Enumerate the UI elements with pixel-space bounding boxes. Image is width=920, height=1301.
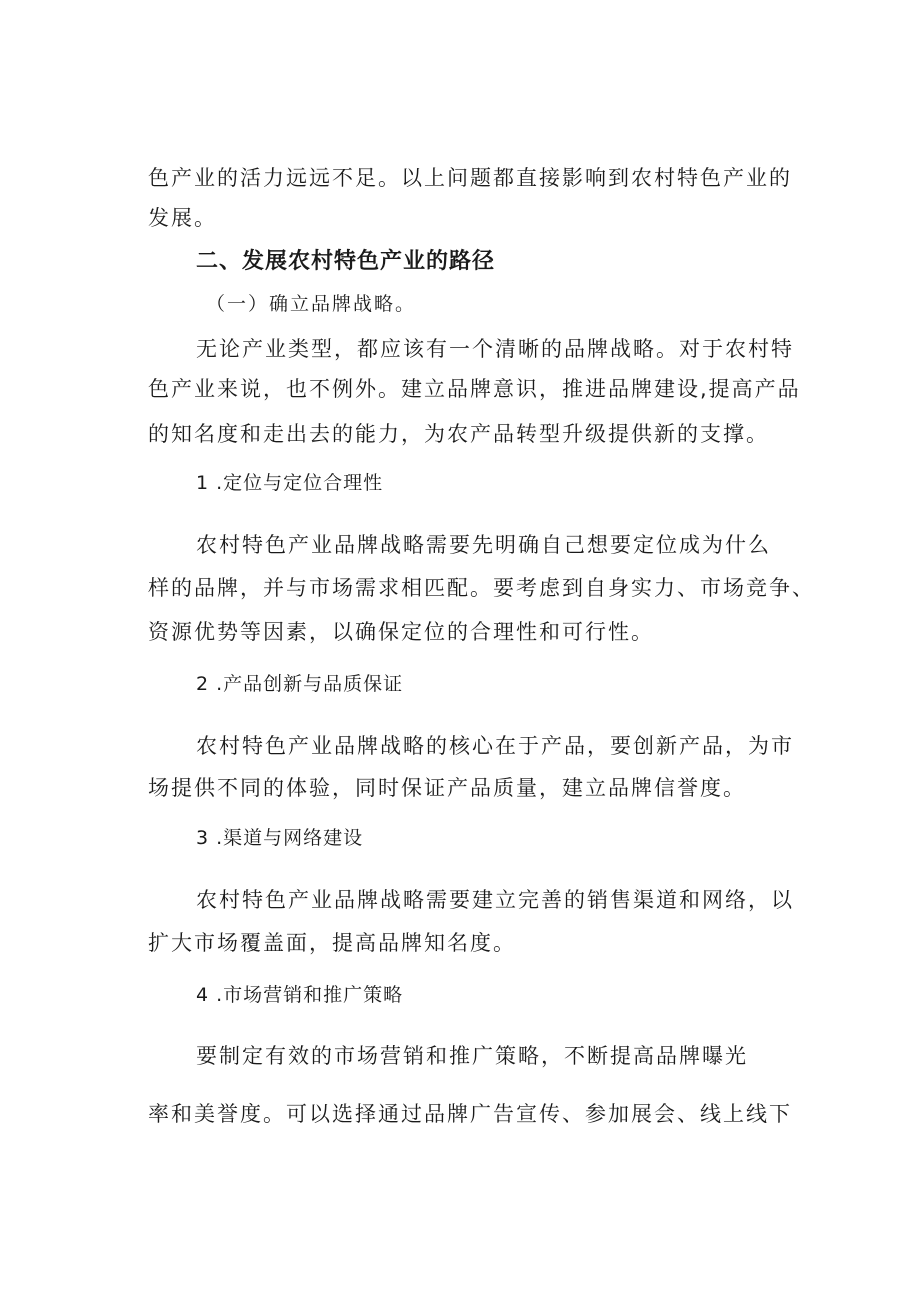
paragraph-line: 农村特色产业品牌战略需要先明确自己想要定位成为什么 — [196, 533, 771, 557]
paragraph-line: 无论产业类型，都应该有一个清晰的品牌战略。对于农村特 — [196, 337, 794, 361]
paragraph-line: 扩大市场覆盖面，提高品牌知名度。 — [148, 931, 516, 955]
paragraph-line: 色产业来说，也不例外。建立品牌意识，推进品牌建设,提高产品 — [148, 377, 801, 401]
section-heading: 二、发展农村特色产业的路径 — [196, 249, 496, 274]
paragraph-line: 率和美誉度。可以选择通过品牌广告宣传、参加展会、线上线下 — [148, 1102, 792, 1126]
subsection-heading: （一）确立品牌战略。 — [206, 293, 417, 315]
paragraph-line: 色产业的活力远远不足。以上问题都直接影响到农村特色产业的 — [148, 166, 792, 190]
paragraph-line: 的知名度和走出去的能力，为农产品转型升级提供新的支撑。 — [148, 422, 769, 446]
item-heading: 1 .定位与定位合理性 — [196, 472, 384, 494]
paragraph-line: 农村特色产业品牌战略需要建立完善的销售渠道和网络，以 — [196, 888, 794, 912]
item-heading: 2 .产品创新与品质保证 — [196, 673, 404, 695]
paragraph-line: 资源优势等因素，以确保定位的合理性和可行性。 — [148, 620, 654, 644]
paragraph-line: 样的品牌，并与市场需求相匹配。要考虑到自身实力、市场竞争、 — [148, 576, 815, 600]
item-heading: 3 .渠道与网络建设 — [196, 827, 364, 849]
paragraph-line: 场提供不同的体验，同时保证产品质量，建立品牌信誉度。 — [148, 776, 746, 800]
paragraph-line: 农村特色产业品牌战略的核心在于产品，要创新产品，为市 — [196, 734, 794, 758]
item-heading: 4 .市场营销和推广策略 — [196, 984, 404, 1006]
paragraph-line: 要制定有效的市场营销和推广策略，不断提高品牌曝光 — [196, 1044, 748, 1068]
paragraph-line: 发展。 — [148, 206, 217, 230]
